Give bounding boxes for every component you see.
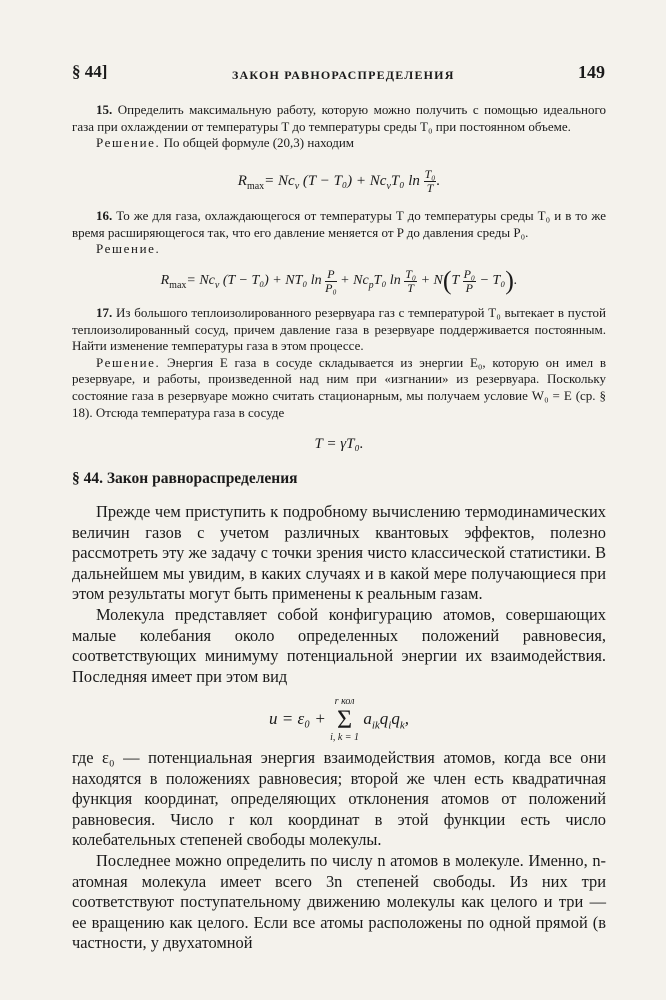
sum-sign: Σ — [337, 705, 353, 734]
problem-text: То же для газа, охлаждающегося от температуры T до температуры среды T₀ и в то же время расширяющегося так, что его давление меняется от P до давления среды P₀. — [72, 208, 606, 240]
section-body-1 — [72, 502, 606, 687]
problem-16 — [72, 208, 606, 258]
fraction — [404, 268, 417, 295]
fraction-denominator: T — [426, 181, 434, 195]
formula-part: T₀ ln — [390, 172, 420, 189]
equation-end: , — [404, 708, 409, 728]
paragraph: Молекула представляет собой конфигурацию атомов, совершающих малые колебания около определенных положений равновесия, соответствующих минимуму потенциальной энергии их взаимодействия. Последняя имеет при этом вид — [72, 604, 606, 686]
solution-label: Решение. — [96, 354, 161, 370]
fraction-denominator: T — [407, 280, 414, 295]
formula-part: = Nc — [186, 273, 215, 289]
fraction — [424, 168, 437, 195]
equation-part: q — [391, 708, 400, 728]
formula-17: T = γT₀. — [314, 436, 364, 452]
equation-potential-energy — [72, 696, 606, 744]
formula-part: − T₀ — [479, 273, 506, 289]
fraction-numerator: P — [325, 268, 337, 282]
formula-part: T — [451, 273, 460, 289]
formula-part: = Nc — [264, 172, 295, 189]
formula-symbol: R — [237, 172, 247, 189]
equation-part: a — [363, 708, 372, 728]
fraction-denominator: P₀ — [325, 280, 337, 295]
problem-15 — [72, 102, 606, 152]
equation-subscript: k — [399, 719, 405, 732]
formula-part: (T − T₀) + Nc — [302, 172, 387, 189]
section-title: § 44. Закон равнораспределения — [72, 470, 298, 487]
page-number: 149 — [578, 62, 605, 82]
solution-text: По общей формуле (20,3) находим — [163, 135, 355, 151]
header-section-ref: § 44] — [72, 62, 108, 81]
formula-subscript: max — [246, 180, 265, 192]
fraction-numerator: T₀ — [424, 167, 436, 181]
sum-upper-limit: r кол — [334, 696, 355, 707]
formula-part: + N — [420, 273, 443, 289]
problem-text: Определить максимальную работу, которую можно получить с помощью идеального газа при охлаждении от температуры T до температуры среды T₀ при постоянном объеме. — [72, 102, 606, 134]
problem-17 — [72, 305, 606, 421]
formula-16: $R_{max}= Nc_v$ (T − T₀) + NT₀ ln $\frac{P}{\text{P₀}}$ + $Nc_pT_0$ ln $\frac{\text{T₀}}{T}$ + N(T $\frac{\text{P₀}}{P}$ − T₀). — [160, 266, 518, 295]
formula-15: $R_{max}= Nc_v$ $(T - T_0) + Nc_vT_0$ ln $\frac{\text{T₀}}{T}$ . — [237, 167, 441, 195]
solution-label: Решение. — [96, 135, 161, 151]
formula-subscript: p — [368, 280, 374, 292]
paragraph: Последнее можно определить по числу n атомов в молекуле. Именно, n-атомная молекула имеет всего 3n степеней свободы. Из них три соответствуют поступательному движению молекулы как целого и три — ее вращению как целого. Если все атомы расположены по одной прямой (в частности, у двухатомной — [72, 850, 606, 953]
solution-label: Решение. — [96, 241, 161, 257]
fraction-denominator: P — [465, 280, 473, 295]
fraction-numerator: T₀ — [405, 266, 417, 281]
problem-number: 15. — [96, 102, 113, 117]
section-body-2 — [72, 748, 606, 954]
paragraph: где ε₀ — потенциальная энергия взаимодействия атомов, когда все они находятся в положениях равновесия; второй же член есть квадратичная функция координат, определяющих отклонения атомов от положений равновесия. Число r кол координат в этой функции есть число колебательных степеней свободы молекулы. — [72, 748, 606, 850]
sum-lower-limit: i, k = 1 — [330, 732, 360, 743]
fraction — [325, 268, 337, 295]
fraction-numerator: P₀ — [463, 266, 476, 281]
equation-part: u = ε₀ + — [269, 708, 326, 728]
formula-part: (T − T₀) + NT₀ ln — [222, 273, 322, 289]
equation-part: q — [379, 708, 389, 728]
problem-text: Из большого теплоизолированного резервуара газ с температурой T₀ вытекает в пустой теплоизолированный сосуд, причем давление газа в резервуаре поддерживается постоянным. Найти изменение температуры газа в этом процессе. — [72, 305, 606, 354]
fraction — [463, 268, 477, 295]
formula-part: T₀ ln — [373, 273, 401, 289]
formula-part: + Nc — [340, 273, 369, 289]
equation-subscript: ik — [371, 719, 380, 732]
paragraph: Прежде чем приступить к подробному вычислению термодинамических величин газов с учетом различных квантовых эффектов, полезно рассмотреть эту же задачу с точки зрения чисто классической статистики. В дальнейшем мы увидим, в каких случаях и в какой мере получающиеся при этом результаты могут быть применены к реальным газам. — [72, 502, 606, 604]
solution-text: Энергия E газа в сосуде складывается из энергии E₀, которую он имел в резервуаре, и работы, произведенной над ним при «изгнании» из резервуара. Поскольку состояние газа в резервуаре можно считать стационарным, мы получаем условие W₀ = E (ср. § 18). Отсюда температура газа в сосуде — [72, 354, 607, 420]
problem-number: 17. — [96, 305, 113, 320]
summation — [330, 696, 359, 744]
problem-number: 16. — [96, 208, 113, 223]
equation-subscript: i — [388, 719, 392, 732]
formula-end: . — [513, 273, 518, 289]
header-running-title: ЗАКОН РАВНОРАСПРЕДЕЛЕНИЯ — [232, 68, 455, 82]
